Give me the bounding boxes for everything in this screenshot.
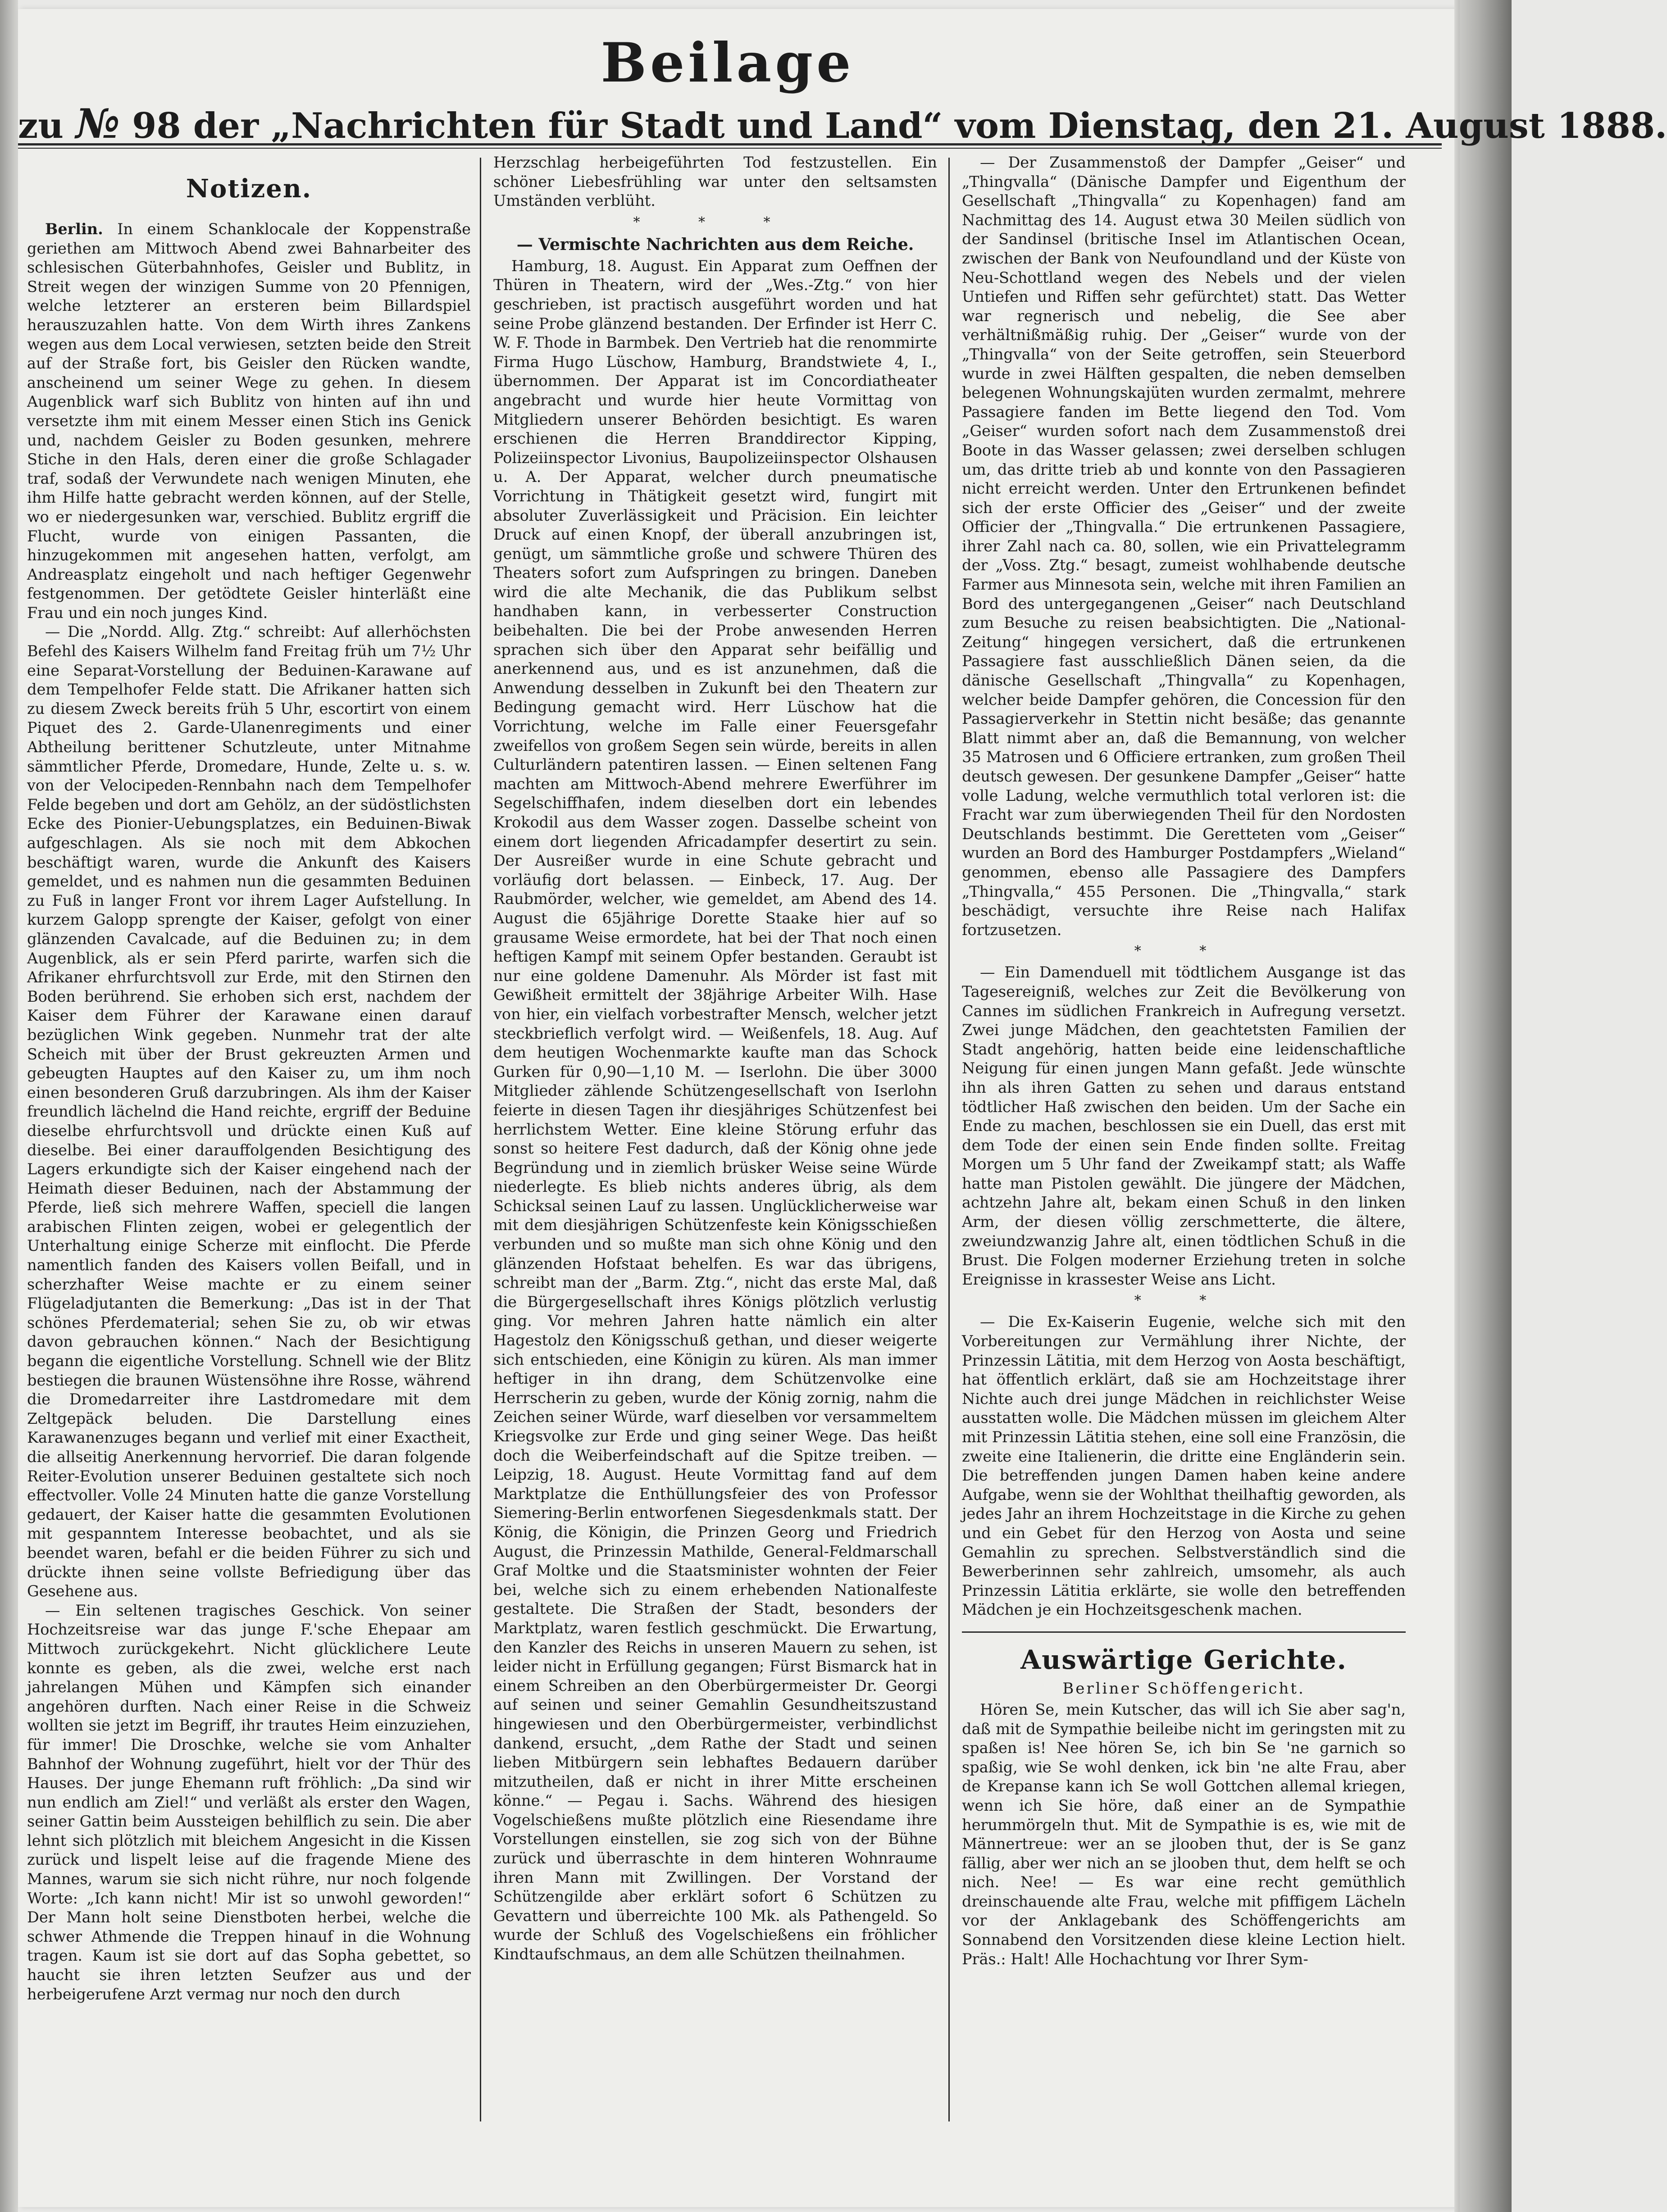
article-vermischte: Hamburg, 18. August. Ein Apparat zum Oeffnen der Thüren in Theatern, wird der „Wes.-Ztg.“ von hier geschrieben, ist practisch ausgeführt worden und hat seine Probe glänzend bestanden. Der Erfinder ist Herr C. W. F. Thode in Barmbek. Den Vertrieb hat die renommirte Firma Hugo Lüschow, Hamburg, Brandstwiete 4, I., übernommen. Der Apparat ist im Concordiatheater angebracht und wurde hier heute Vormittag von Mitgliedern unserer Behörden besichtigt. Es waren erschienen die Herren Branddirector Kipping, Polizeiinspector Livonius, Baupolizeiinspector Olshausen u. A. Der Apparat, welcher durch pneumatische Vorrichtung in Thätigkeit gesetzt wird, fungirt mit absoluter Zuverlässigkeit und Präcision. Ein leichter Druck auf einen Knopf, der überall anzubringen ist, genügt, um sämmtliche große und schwere Thüren des Theaters sofort zum Aufspringen zu bringen. Daneben wird die alte Mechanik, die das Publikum selbst handhaben kann, in verbesserter Construction beibehalten. Die bei der Probe anwesenden Herren sprachen sich über den Apparat sehr beifällig und anerkennend aus, und es ist anzunehmen, daß die Anwendung desselben in Zukunft bei den Theatern zur Bedingung gemacht wird. Herr Lüschow hat die Vorrichtung, welche im Falle einer Feuersgefahr zweifellos von großem Segen sein würde, bereits in allen Culturländern patentiren lassen. — Einen seltenen Fang machten am Mittwoch-Abend mehrere Ewerführer im Segelschiffhafen, indem dieselben dort ein lebendes Krokodil aus dem Wasser zogen. Dasselbe scheint von einem dort liegenden Africadampfer desertirt zu sein. Der Ausreißer wurde in eine Schute gebracht und vorläufig dort belassen. — Einbeck, 17. Aug. Der Raubmörder, welcher, wie gemeldet, am Abend des 14. August die 65jährige Dorette Staake hier auf so grausame Weise ermordete, hat bei der That noch einen heftigen Kampf mit seinem Opfer bestanden. Geraubt ist nur eine goldene Damenuhr. Als Mörder ist fast mit Gewißheit ermittelt der 38jährige Arbeiter Wilh. Hase von hier, ein vielfach vorbestrafter Mensch, welcher jetzt steckbrieflich verfolgt wird. — Weißenfels, 18. Aug. Auf dem heutigen Wochenmarkte kaufte man das Schock Gurken für 0,90—1,10 M. — Iserlohn. Die über 3000 Mitglieder zählende Schützengesellschaft von Iserlohn feierte in diesen Tagen ihr diesjähriges Schützenfest bei herrlichstem Wetter. Eine kleine Störung erfuhr das sonst so heitere Fest dadurch, daß der König ohne jede Begründung und in ziemlich brüsker Weise seine Würde niederlegte. Es blieb nichts anderes übrig, als dem Schicksal seinen Lauf zu lassen. Unglücklicherweise war mit dem diesjährigen Schützenfeste kein Königsschießen verbunden und so mußte man sich ohne König und den glänzenden Hofstaat behelfen. Es war das übrigens, schreibt man der „Barm. Ztg.“, nicht das erste Mal, daß die Bürgergesellschaft ihres Königs plötzlich verlustig ging. Vor mehren Jahren hatte nämlich ein alter Hagestolz den Königsschuß gethan, und dieser weigerte sich entschieden, eine Königin zu küren. Als man immer heftiger in ihn drang, dem Schützenvolke eine Herrscherin zu geben, wurde der König zornig, nahm die Zeichen seiner Würde, warf dieselben vor versammeltem Kriegsvolke zur Erde und ging seiner Wege. Das heißt doch die Weiberfeindschaft auf die Spitze treiben. — Leipzig, 18. August. Heute Vormittag fand auf dem Marktplatze die Enthüllungsfeier des von Professor Siemering-Berlin entworfenen Siegesdenkmals statt. Der König, die Königin, die Prinzen Georg und Friedrich August, die Prinzessin Mathilde, General-Feldmarschall Graf Moltke und die Staatsminister wohnten der Feier bei, welche sich zu einem erhebenden Nationalfeste gestaltete. Die Straßen der Stadt, besonders der Marktplatz, waren festlich geschmückt. Die Erwartung, den Kanzler des Reichs in unseren Mauern zu sehen, ist leider nicht in Erfüllung gegangen; Fürst Bismarck hat in einem Schreiben an den Oberbürgermeister Dr. Georgi auf seinen und seiner Gemahlin Gesundheitszustand hingewiesen und den Oberbürgermeister, verbindlichst dankend, ersucht, „dem Rathe der Stadt und seinen lieben Mitbürgern sein lebhaftes Bedauern darüber mitzutheilen, daß er nicht in ihrer Mitte erscheinen könne.“ — Pegau i. Sachs. Während des hiesigen Vogelschießens mußte plötzlich eine Riesendame ihre Vorstellungen einstellen, sie zog sich von der Bühne zurück und überraschte in dem hinteren Wohnraume ihren Mann mit Zwillingen. Der Vorstand der Schützengilde aber erklärt sofort 6 Schützen zu Gevattern und überreichte 100 Mk. als Pathengeld. So wurde der Schluß des Vogelschießens ein fröhlicher Kindtaufschmaus, an dem alle Schützen theilnahmen. (493, 257, 937, 1963)
article-text: — Ein seltenen tragisches Geschick. Von seiner Hochzeitsreise war das junge F.'sche Ehepaar am Mittwoch zurückgekehrt. Nicht glücklichere Leute konnte es geben, als die zwei, welche erst nach jahrelangen Mühen und Kämpfen sich einander angehören durften. Nach einer Reise in die Schweiz wollten sie jetzt im Begriff, ihr trautes Heim einzuziehen, für immer! Die Droschke, welche sie vom Anhalter Bahnhof der Wohnung zugeführt, hielt vor der Thür des Hauses. Der junge Ehemann ruft fröhlich: „Da sind wir nun endlich am Ziel!“ und verläßt als erster den Wagen, seiner Gattin beim Aussteigen behilflich zu sein. Die aber lehnt sich plötzlich mit bleichem Angesicht in die Kissen zurück und lispelt leise auf die fragende Miene des Mannes, warum sie sich nicht rühre, nur noch folgende Worte: „Ich kann nicht! Mir ist so unwohl geworden!“ Der Mann holt seine Dienstboten herbei, welche die schwer Athmende die Treppen hinauf in die Wohnung tragen. Kaum ist sie dort auf das Sopha gebettet, so haucht sie ihren letzten Seufzer aus und der herbeigerufene Arzt vermag nur noch den durch (27, 1601, 471, 2003)
section-separator (962, 1631, 1406, 1633)
article-beduinen (27, 622, 471, 1601)
masthead-rule (18, 143, 1442, 145)
masthead-rest: 98 der „Nachrichten für Stadt und Land“ vom Dienstag, den 21. August 1888. (132, 105, 1667, 146)
article-berlin (27, 220, 471, 622)
binding-spine (1460, 0, 1512, 2212)
article-continuation: Herzschlag herbeigeführten Tod festzustellen. Ein schöner Liebesfrühling war unter den seltsamsten Umständen verblüht. (493, 154, 937, 210)
article-damenduell: — Ein Damenduell mit tödtlichem Ausgange ist das Tagesereigniß, welches zur Zeit die Bevölkerung von Cannes im südlichen Frankreich in Aufregung versetzt. Zwei junge Mädchen, den geachtetsten Familien der Stadt angehörig, hatten beide eine leidenschaftliche Neigung für einen jungen Mann gefaßt. Jede wünschte ihn als ihren Gatten zu sehen und daraus entstand tödtlicher Haß zwischen den beiden. Um der Sache ein Ende zu machen, beschlossen sie ein Duell, das erst mit dem Tode der einen sein Ende finden sollte. Freitag Morgen um 5 Uhr fand der Zweikampf statt; als Waffe hatte man Pistolen gewählt. Die jüngere der Mädchen, achtzehn Jahre alt, bekam einen Schuß in den linken Arm, der diesen völlig zerschmetterte, die ältere, zweiundzwanzig Jahre alt, einen tödtlichen Schuß in die Brust. Die Folgen moderner Erziehung treten in solche Ereignisse in krassester Weise ans Licht. (962, 963, 1406, 1288)
column-divider-1 (480, 158, 481, 2121)
article-court: Hören Se, mein Kutscher, das will ich Sie aber sag'n, daß mit de Sympathie beileibe nicht im geringsten mit zu spaßen is! Nee hören Se, ich bin Se 'ne garnich so spaßig, wie Se wohl denken, ick bin 'ne alte Frau, aber de Krepanse kann ich Se woll Gottchen allemal kriegen, wenn ich Sie höre, daß einer an de Sympathie herummörgeln thut. Mit de Sympathie is es, wie mit de Männertreue: wer an se jlooben thut, der is Se ganz fällig, aber wer nich an se jlooben thut, dem helft se och nich. Nee! — Es war eine recht gemüthlich dreinschauende alte Frau, welche mit pfiffigem Lächeln vor der Anklagebank des Schöffengerichts am Sonnabend den Vorsitzenden diese kleine Lection hielt. Präs.: Halt! Alle Hochachtung vor Ihrer Sym- (962, 1700, 1406, 1968)
dinkus: * * * (633, 214, 797, 230)
notizen-heading: Notizen. (186, 174, 312, 204)
dinkus: * * (1134, 943, 1234, 959)
article-tragisches-geschick (27, 1601, 471, 2004)
number-sign: № (76, 100, 120, 148)
article-lead: Berlin. (45, 220, 103, 238)
masthead-pre: zu (18, 105, 64, 146)
column-1 (27, 153, 471, 2004)
column-2 (493, 153, 937, 1964)
masthead (18, 31, 1667, 151)
article-text: — Die „Nordd. Allg. Ztg.“ schreibt: Auf allerhöchsten Befehl des Kaisers Wilhelm fand Freitag früh um 7½ Uhr eine Separat-Vorstellung der Beduinen-Karawane auf dem Tempelhofer Felde statt. Die Afrikaner hatten sich zu diesem Zweck bereits früh 5 Uhr, escortirt von einem Piquet des 2. Garde-Ulanenregiments und einer Abtheilung berittener Schutzleute, unter Mitnahme sämmtlicher Pferde, Dromedare, Hunde, Zelte u. s. w. von der Velocipeden-Rennbahn nach dem Tempelhofer Felde begeben und dort am Gehölz, an der südöstlichsten Ecke des Pionier-Uebungsplatzes, ein Beduinen-Biwak aufgeschlagen. Als sie noch mit dem Abkochen beschäftigt waren, wurde die Ankunft des Kaisers gemeldet, und es nahmen nun die gesammten Beduinen zu Fuß in langer Front vor ihrem Lager Aufstellung. In kurzem Galopp sprengte der Kaiser, gefolgt von einer glänzenden Cavalcade, auf die Beduinen zu; in dem Augenblick, als er sein Pferd parirte, warfen sich die Afrikaner ehrfurchtsvoll zur Erde, mit den Stirnen den Boden berührend. Sie erhoben sich erst, nachdem der Kaiser dem Führer der Karawane einen darauf bezüglichen Wink gegeben. Nunmehr trat der alte Scheich mit über der Brust gekreuzten Armen und gebeugten Hauptes auf den Kaiser zu, um ihm noch einen besonderen Gruß darzubringen. Als ihm der Kaiser freundlich lächelnd die Hand reichte, ergriff der Beduine dieselbe ehrfurchtsvoll und drückte einen Kuß auf dieselbe. Bei einer darauffolgenden Besichtigung des Lagers erkundigte sich der Kaiser eingehend nach der Heimath dieser Beduinen, nach der Abstammung der Pferde, ließ sich mehrere Waffen, speciell die langen arabischen Flinten zeigen, wobei er gelegentlich der Unterhaltung einige Scherze mit einflocht. Die Pferde namentlich fanden des Kaisers vollen Beifall, und in scherzhafter Weise machte er zu einem seiner Flügeladjutanten die Bemerkung: „Das ist in der That schönes Pferdematerial; sehen Sie zu, ob wir etwas davon gebrauchen können.“ Nach der Besichtigung begann die eigentliche Vorstellung. Schnell wie der Blitz bestiegen die braunen Wüstensöhne ihre Rosse, während die Dromedarreiter ihre Lastdromedare mit dem Zeltgepäck beluden. Die Darstellung eines Karawanenzuges begann und verlief mit einer Exactheit, die allseitig Anerkennung hervorrief. Die daran folgende Reiter-Evolution unserer Beduinen gestaltete sich noch effectvoller. Volle 24 Minuten hatte die ganze Vorstellung gedauert, der Kaiser hatte die gesammten Evolutionen mit gespanntem Interesse beobachtet, und als sie beendet waren, befahl er die beiden Führer zu sich und drückte ihnen seine vollste Befriedigung über das Gesehene aus. (27, 623, 471, 1600)
page-left-edge (0, 0, 18, 2212)
section-title-vermischte: — Vermischte Nachrichten aus dem Reiche. (516, 235, 914, 254)
column-3 (962, 153, 1406, 1969)
masthead-rule-thin (18, 148, 1442, 149)
column-divider-2 (948, 158, 950, 2121)
court-subheading: Berliner Schöffengericht. (1062, 1679, 1305, 1698)
article-dampfer: — Der Zusammenstoß der Dampfer „Geiser“ und „Thingvalla“ (Dänische Dampfer und Eigenthum der Gesellschaft „Thingvalla“ zu Kopenhagen) fand am Nachmittag des 14. August etwa 30 Meilen südlich von der Sandinsel (britische Insel im Atlantischen Ocean, zwischen der Bank von Neufoundland und der Küste von Neu-Schottland wegen des Nebels und der vielen Untiefen und Riffen sehr gefürchtet) statt. Das Wetter war regnerisch und nebelig, die See aber verhältnißmäßig ruhig. Der „Geiser“ wurde von der „Thingvalla“ von der Seite getroffen, sein Steuerbord wurde in zwei Hälften gespalten, die neben demselben belegenen Wohnungskajüten wurden zermalmt, mehrere Passagiere fanden im Bette liegend den Tod. Vom „Geiser“ wurden sofort nach dem Zusammenstoß drei Boote in das Wasser gelassen; zwei derselben schlugen um, das dritte trieb ab und konnte von den Passagieren nicht erreicht werden. Unter den Ertrunkenen befindet sich der erste Officier des „Geiser“ und der zweite Officier der „Thingvalla.“ Die ertrunkenen Passagiere, ihrer Zahl nach ca. 80, sollen, wie ein Privattelegramm der „Voss. Ztg.“ besagt, zumeist wohlhabende deutsche Farmer aus Minnesota sein, welche mit ihren Familien an Bord des untergegangenen „Geiser“ nach Deutschland zum Besuche zu reisen beabsichtigten. Die „National-Zeitung“ hingegen versichert, daß die ertrunkenen Passagiere fast ausschließlich Dänen seien, da die dänische Gesellschaft „Thingvalla“ zu Kopenhagen, welcher beide Dampfer gehören, die Concession für den Passagierverkehr in Stettin nicht besäße; das genannte Blatt nimmt aber an, daß die Bemannung, von welcher 35 Matrosen und 6 Officiere ertranken, zum großen Theil deutsch gewesen. Der gesunkene Dampfer „Geiser“ hatte volle Ladung, welche vermuthlich total verloren ist: die Fracht war zum überwiegenden Theil für den Nordosten Deutschlands bestimmt. Die Geretteten vom „Geiser“ wurden an Bord des Hamburger Postdampfers „Wieland“ genommen, ebenso alle Passagiere des Dampfers „Thingvalla,“ 455 Personen. Die „Thingvalla,“ stark beschädigt, versuchte ihre Reise nach Halifax fortzusetzen. (962, 154, 1406, 939)
dinkus: * * (1134, 1293, 1234, 1309)
article-eugenie: — Die Ex-Kaiserin Eugenie, welche sich mit den Vorbereitungen zur Vermählung ihrer Nichte, der Prinzessin Lätitia, mit dem Herzog von Aosta beschäftigt, hat öffentlich erklärt, daß sie am Hochzeitstage ihrer Nichte auch drei junge Mädchen in reichlichster Weise ausstatten wolle. Die Mädchen müssen im gleichem Alter mit Prinzessin Lätitia stehen, eine soll eine Französin, die zweite eine Italienerin, die dritte eine Engländerin sein. Die betreffenden jungen Damen haben keine andere Aufgabe, wenn sie der Wohlthat theilhaftig geworden, als jedes Jahr an ihrem Hochzeitstage in die Kirche zu gehen und ein Gebet für den Herzog von Aosta und seine Gemahlin zu sprechen. Selbstverständlich sind die Bewerberinnen sehr zahlreich, umsomehr, als auch Prinzessin Lätitia erklärte, sie wolle den betreffenden Mädchen je ein Hochzeitsgeschenk machen. (962, 1313, 1406, 1619)
masthead-title: Beilage (601, 31, 855, 95)
court-heading: Auswärtige Gerichte. (1020, 1644, 1347, 1675)
article-text: In einem Schanklocale der Koppenstraße geriethen am Mittwoch Abend zwei Bahnarbeiter des schlesischen Güterbahnhofes, Geisler und Bublitz, in Streit wegen der winzigen Summe von 20 Pfennigen, welche letzterer an ersteren beim Billardspiel herauszuzahlen hatte. Von dem Wirth ihres Zankens wegen aus dem Local verwiesen, setzten beide den Streit auf der Straße fort, bis Geisler den Rücken wandte, anscheinend um seiner Wege zu gehen. In diesem Augenblick warf sich Bublitz von hinten auf ihn und versetzte ihm mit einem Messer einen Stich ins Genick und, nachdem Geisler zu Boden gesunken, mehrere Stiche in den Hals, deren einer die große Schlagader traf, sodaß der Verwundete nach wenigen Minuten, ehe ihm Hilfe hatte gebracht werden können, auf der Stelle, wo er niedergesunken war, verschied. Bublitz ergriff die Flucht, wurde von einigen Passanten, die hinzugekommen mit angesehen hatten, verfolgt, am Andreasplatz eingeholt und nach heftiger Gegenwehr festgenommen. Der getödtete Geisler hinterläßt eine Frau und ein noch junges Kind. (27, 220, 471, 622)
